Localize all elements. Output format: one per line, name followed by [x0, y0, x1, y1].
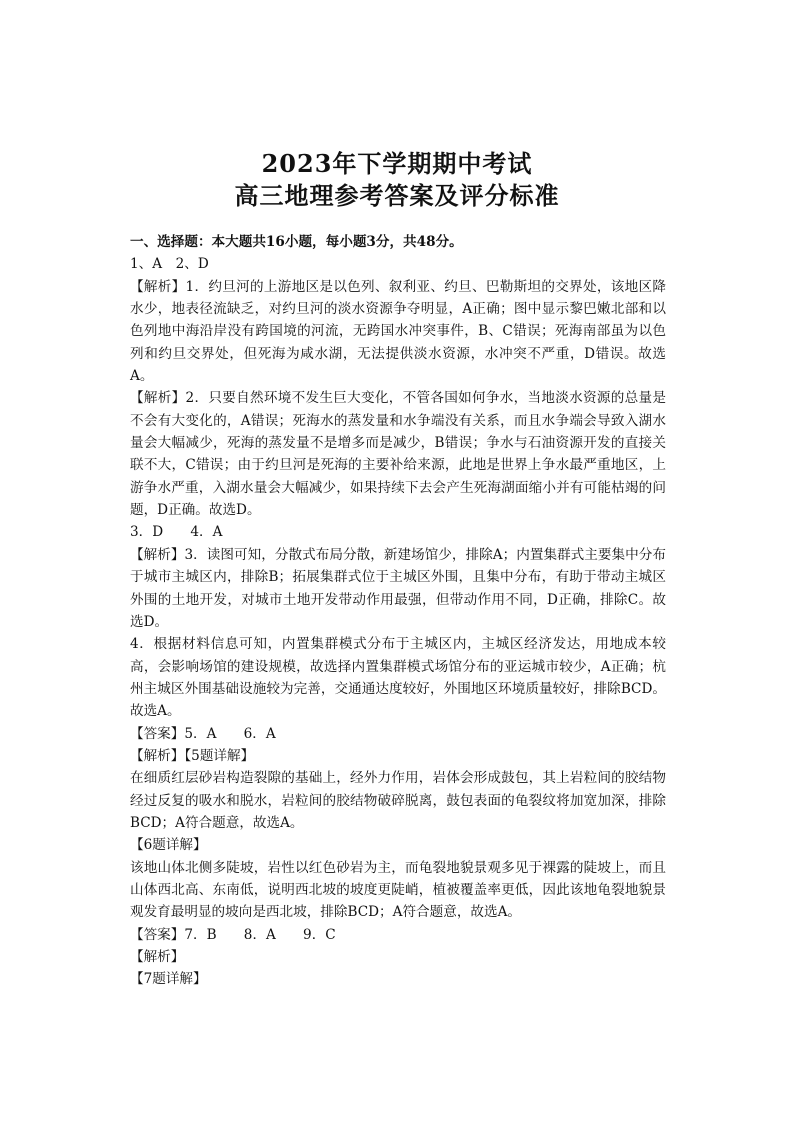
analysis-q4: 4．根据材料信息可知，内置集群模式分布于主城区内，主城区经济发达，用地成本较高，会影响场馆的建设规模，故选择内置集群模式场馆分布的亚运城市较少，A正确；杭州主城区外围基础设施较为完善，交通通达度较好，外围地区环境质量较好，排除BCD。故选A。	[130, 636, 666, 720]
analysis-q6: 该地山体北侧多陡坡，岩性以红色砂岩为主，而龟裂地貌景观多见于裸露的陡坡上，而且山体西北高、东南低，说明西北坡的坡度更陡峭，植被覆盖率更低，因此该地龟裂地貌景观发育最明显的坡向是西北坡，排除BCD；A符合题意，故选A。	[130, 859, 666, 921]
analysis-q1: 【解析】1．约旦河的上游地区是以色列、叙利亚、约旦、巴勒斯坦的交界处，该地区降水少，地表径流缺乏，对约旦河的淡水资源争夺明显，A正确；图中显示黎巴嫩北部和以色列地中海沿岸没有跨国境的河流，无跨国水冲突事件，B、C错误；死海南部虽为以色列和约旦交界处，但死海为咸水湖，无法提供淡水资源，水冲突不严重，D错误。故选A。	[130, 278, 666, 385]
section-heading: 一、选择题：本大题共16小题，每小题3分，共48分。	[130, 234, 463, 250]
answer-line-1-2: 1、A 2、D	[130, 256, 209, 273]
page-title: 2023年下学期期中考试	[261, 149, 533, 178]
analysis-heading: 【解析】	[130, 949, 185, 965]
answer-line-3-4: 3．D 4．A	[130, 524, 223, 541]
answer-line-7-9: 【答案】7．B 8．A 9．C	[130, 926, 336, 943]
analysis-q2: 【解析】2．只要自然环境不发生巨大变化，不管各国如何争水，当地淡水资源的总量是不会有大变化的，A错误；死海水的蒸发量和水争端没有关系，而且水争端会导致入湖水量会大幅减少，死海的蒸发量不是增多而是减少，B错误；争水与石油资源开发的直接关联不大，C错误；由于约旦河是死海的主要补给来源，此地是世界上争水最严重地区，上游争水严重，入湖水量会大幅减少，如果持续下去会产生死海湖面缩小并有可能枯竭的问题，D正确。故选D。	[130, 390, 666, 519]
analysis-q5-heading: 【解析】【5题详解】	[130, 747, 255, 764]
analysis-q3: 【解析】3．读图可知，分散式布局分散，新建场馆少，排除A；内置集群式主要集中分布于城市主城区内，排除B；拓展集群式位于主城区外围，且集中分布，有助于带动主城区外围的土地开发，对城市土地开发带动作用最强，但带动作用不同，D正确，排除C。故选D。	[130, 546, 666, 630]
answer-line-5-6: 【答案】5．A 6．A	[130, 725, 276, 742]
analysis-q6-heading: 【6题详解】	[130, 837, 207, 854]
analysis-q5: 在细质红层砂岩构造裂隙的基础上，经外力作用，岩体会形成鼓包，其上岩粒间的胶结物经过反复的吸水和脱水，岩粒间的胶结物破碎脱离，鼓包表面的龟裂纹将加宽加深，排除BCD；A符合题意，故选A。	[130, 770, 666, 831]
analysis-q7-heading: 【7题详解】	[130, 971, 207, 988]
page-subtitle: 高三地理参考答案及评分标准	[234, 181, 560, 210]
answer-content	[130, 231, 666, 991]
